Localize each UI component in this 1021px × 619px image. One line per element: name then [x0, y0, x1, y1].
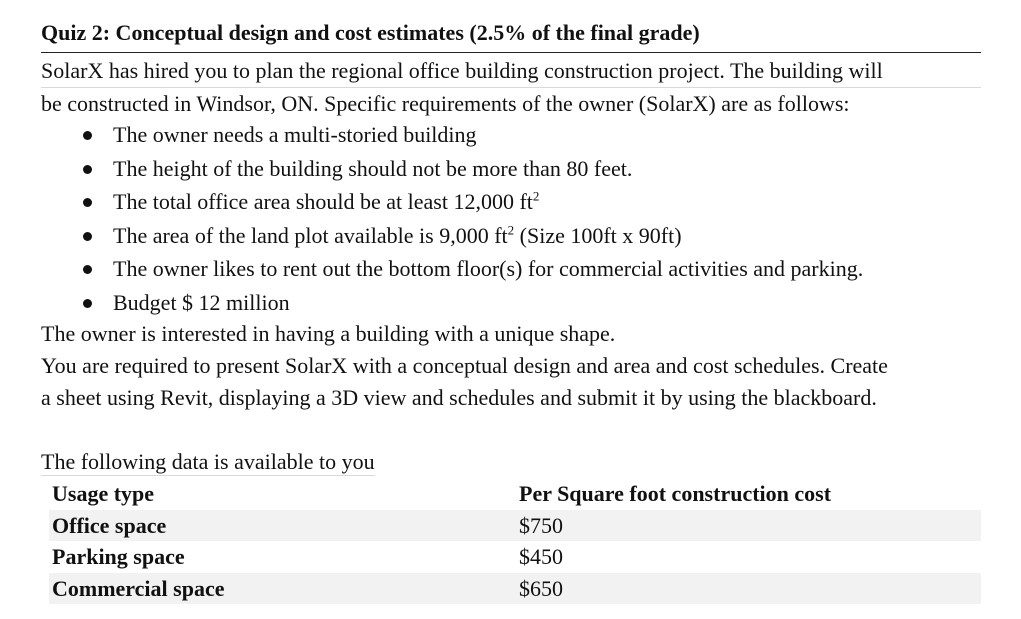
cost-table — [49, 478, 981, 604]
data-intro: The following data is available to you — [41, 449, 375, 474]
table-header-row — [49, 478, 981, 510]
requirements-list — [41, 118, 981, 320]
bullet-icon — [83, 131, 92, 140]
intro-line-1: SolarX has hired you to plan the regional office building construction project. The building will — [41, 55, 981, 88]
superscript: 2 — [507, 222, 515, 238]
table-row: Office space $750 — [49, 510, 981, 542]
intro-line-2: be constructed in Windsor, ON. Specific requirements of the owner (SolarX) are as follows: — [41, 91, 850, 116]
task-line-2: a sheet using Revit, displaying a 3D view and schedules and submit it by using the blackboard. — [41, 385, 877, 410]
bullet-icon — [83, 299, 92, 308]
quiz-title: Quiz 2: Conceptual design and cost estimates (2.5% of the final grade) — [41, 18, 981, 53]
requirement-item: The total office area should be at least 12,000 $ft^2$ — [41, 185, 981, 219]
bullet-icon — [83, 198, 92, 207]
superscript: 2 — [532, 188, 540, 204]
table-row: Parking space $450 — [52, 544, 563, 569]
requirement-item: The area of the land plot available is 9,000 $ft^2$ (Size 100ft x 90ft) — [41, 219, 981, 253]
bullet-icon — [83, 232, 92, 241]
requirement-item: The owner likes to rent out the bottom floor(s) for commercial activities and parking. — [41, 252, 981, 286]
header-cost: Per Square foot construction cost — [519, 481, 832, 506]
intro-paragraph — [41, 55, 981, 120]
requirement-item: The height of the building should not be more than 80 feet. — [41, 152, 981, 186]
table-row: Commercial space $650 — [49, 573, 981, 605]
task-paragraph — [41, 350, 981, 414]
bullet-icon — [83, 265, 92, 274]
unique-shape-paragraph: The owner is interested in having a building with a unique shape. — [41, 321, 616, 346]
requirement-item: Budget $ 12 million — [41, 286, 981, 320]
requirement-item: The owner needs a multi-storied building — [41, 118, 981, 152]
header-usage-type: Usage type — [52, 481, 155, 506]
task-line-1: You are required to present SolarX with a conceptual design and area and cost schedules. Create — [41, 353, 888, 378]
bullet-icon — [83, 165, 92, 174]
